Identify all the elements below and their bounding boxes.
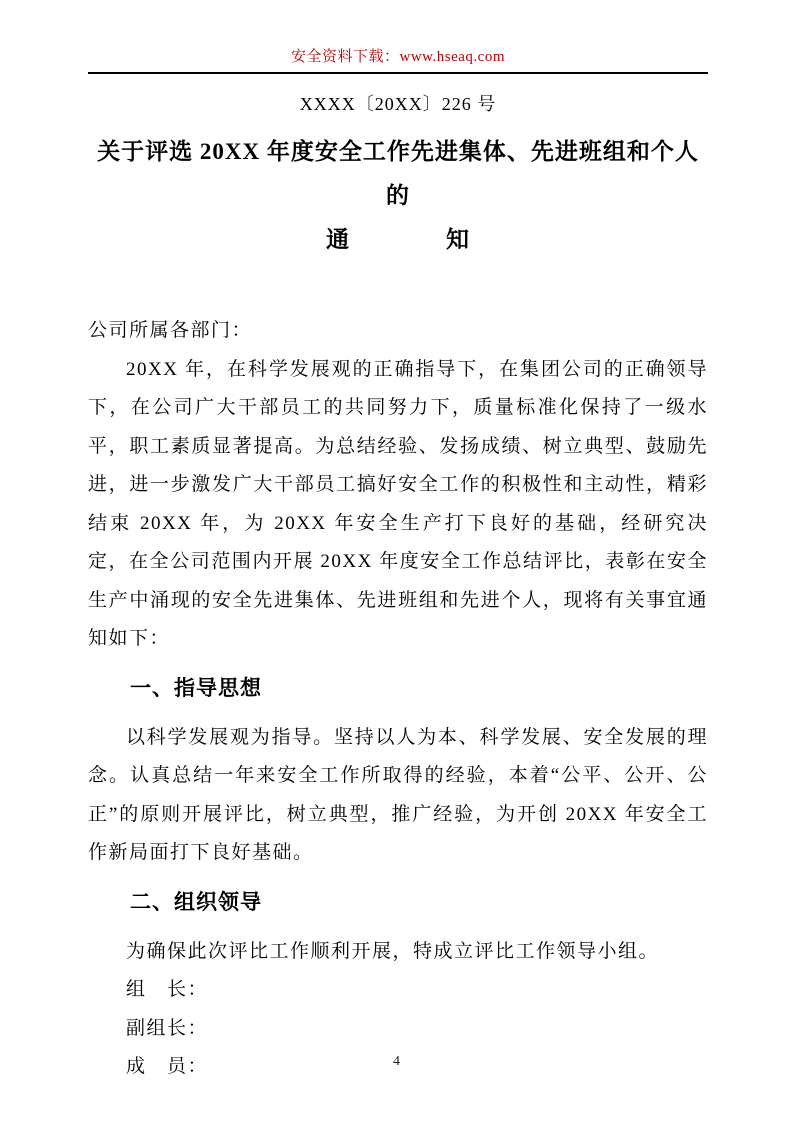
section-1-heading: 一、指导思想 (130, 675, 262, 700)
header-download-notice: 安全资料下载：www.hseaq.com (290, 49, 505, 65)
role-line-deputy-leader: 副组长： (126, 1017, 209, 1039)
document-body (88, 312, 708, 1087)
salutation: 公司所属各部门： (88, 320, 253, 341)
page-number: 4 (393, 1054, 400, 1069)
section-2-heading: 二、组织领导 (130, 889, 262, 914)
section-guiding-ideology (88, 673, 708, 873)
section-1-paragraph: 以科学发展观为指导。坚持以人为本、科学发展、安全发展的理念。认真总结一年来安全工作所取得的经验，本着“公平、公开、公正”的原则开展评比，树立典型，推广经验，为开创 20XX 年安全工作新局面打下良好基础。 (88, 726, 708, 863)
document-number: XXXX〔20XX〕226 号 (299, 94, 497, 114)
document-title-line-1: 关于评选 20XX 年度安全工作先进集体、先进班组和个人的 (97, 139, 699, 208)
document-title-line-2: 通 知 (326, 227, 470, 252)
document-title (88, 130, 708, 262)
intro-paragraph: 20XX 年，在科学发展观的正确指导下，在集团公司的正确领导下，在公司广大干部员工的共同努力下，质量标准化保持了一级水平，职工素质显著提高。为总结经验、发扬成绩、树立典型、鼓励先进，进一步激发广大干部员工搞好安全工作的积极性和主动性，精彩结束 20XX 年，为 20XX 年安全生产打下良好的基础，经研究决定，在全公司范围内开展 20XX 年度安全工作总结评比，表彰在安全生产中涌现的安全先进集体、先进班组和先进个人，现将有关事宜通知如下： (88, 358, 708, 649)
header-divider-line (88, 72, 708, 74)
section-2-paragraph: 为确保此次评比工作顺利开展，特成立评比工作领导小组。 (126, 940, 660, 962)
role-line-leader: 组 长： (126, 979, 209, 1000)
role-line-members: 成 员： (126, 1056, 209, 1077)
